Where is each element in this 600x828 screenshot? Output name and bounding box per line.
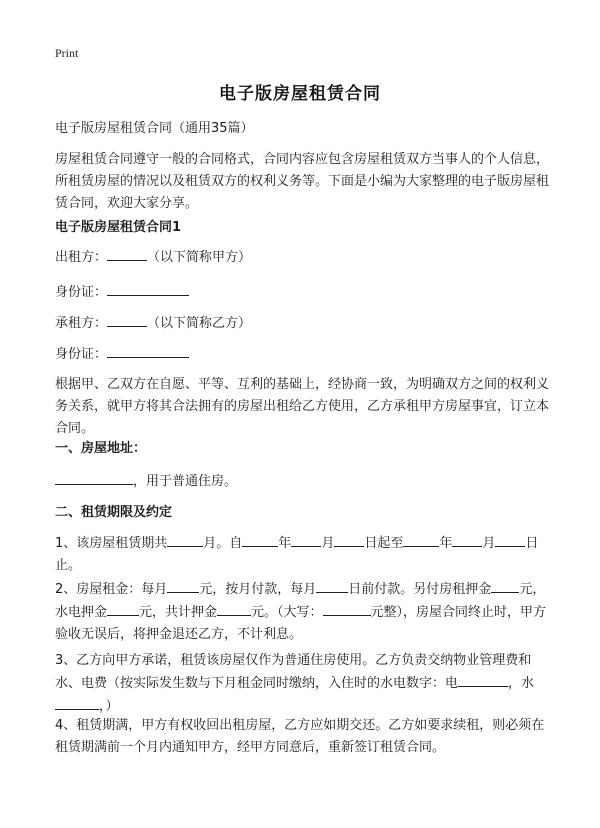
- lessor-line: [55, 246, 550, 269]
- item3-text-b: ，水: [508, 676, 535, 691]
- lessee-line: [55, 312, 550, 335]
- item3-text-c: ，）: [99, 699, 119, 714]
- preamble-paragraph: 根据甲、乙双方在自愿、平等、互利的基础上，经协商一致，为明确双方之间的权利义务关系，就甲方将其合法拥有的房屋出租给乙方使用，乙方承租甲方房屋事宜，订立本合同。: [55, 377, 550, 436]
- id2-line: [55, 343, 550, 366]
- item1-blank-end-day: [495, 532, 525, 547]
- id2-blank: [107, 343, 189, 358]
- item1-blank-end-month: [452, 532, 482, 547]
- item2-blank-rent: [167, 578, 199, 593]
- item1-blank-end-year: [403, 532, 439, 547]
- clause2-item1: [55, 532, 550, 577]
- lessor-label: 出租方：: [55, 250, 108, 265]
- address-blank: [55, 470, 133, 485]
- item1-text-f: 年: [439, 536, 453, 551]
- id1-blank: [107, 281, 189, 296]
- document-title: 电子版房屋租赁合同: [219, 84, 381, 104]
- lessor-suffix: （以下简称甲方）: [147, 250, 252, 265]
- lessee-blank: [107, 312, 147, 327]
- item2-text-c: 日前付款。另付房租押金: [348, 582, 492, 597]
- item2-blank-payday: [316, 578, 348, 593]
- item2-text-b: 元，按月付款，每月: [199, 582, 317, 597]
- lessor-blank: [107, 246, 147, 261]
- lessee-label: 承租方：: [55, 316, 108, 331]
- item1-blank-start-day: [334, 532, 364, 547]
- clause2-item4: 4、租赁期满，甲方有权收回出租房屋，乙方应如期交还。乙方如要求续租，则必须在租赁期满前一个月内通知甲方，经甲方同意后，重新签订租赁合同。: [55, 718, 545, 755]
- item1-text-c: 年: [278, 536, 292, 551]
- clause1-heading: 一、房屋地址：: [55, 441, 147, 456]
- clause2-heading: 二、租赁期限及约定: [55, 505, 173, 520]
- item1-text-a: 1、该房屋租赁期共: [55, 536, 168, 551]
- intro-paragraph: 房屋租赁合同遵守一般的合同格式，合同内容应包含房屋租赁双方当事人的个人信息，所租赁房屋的情况以及租赁双方的权利义务等。下面是小编为大家整理的电子版房屋租赁合同，欢迎大家分享。: [55, 152, 550, 211]
- id1-label: 身份证：: [55, 285, 108, 300]
- id2-label: 身份证：: [55, 347, 108, 362]
- item3-text-a: 3、乙方向甲方承诺，租赁该房屋仅作为普通住房使用。乙方负责交纳物业管理费和水、电费（按实际发生数与下月租金同时缴纳，入住时的水电数字：电: [55, 653, 532, 691]
- item2-text-a: 2、房屋租金：每月: [55, 582, 168, 597]
- item3-blank-water: [55, 695, 99, 710]
- item2-blank-total-deposit: [217, 601, 251, 616]
- item1-text-e: 日起至: [364, 536, 404, 551]
- item2-text-e: 元，共计押金: [139, 605, 218, 620]
- item1-text-d: 月: [321, 536, 335, 551]
- item1-blank-start-year: [242, 532, 278, 547]
- clause1-line: [55, 470, 550, 493]
- item2-text-d: 元，水电押金: [55, 582, 546, 620]
- item2-blank-rent-deposit: [491, 578, 519, 593]
- lessee-suffix: （以下简称乙方）: [147, 316, 252, 331]
- id1-line: [55, 281, 550, 304]
- item2-text-g: 元整），房屋合同终止时，甲方验收无误后，将押金退还乙方，不计利息。: [55, 605, 547, 642]
- item2-text-f: 元。（大写：: [251, 605, 323, 620]
- clause1-text: ，用于普通住房。: [133, 474, 238, 489]
- item1-blank-start-month: [291, 532, 321, 547]
- clause2-item2: [55, 578, 550, 646]
- item1-text-h: 日止。: [55, 536, 539, 573]
- section-heading: 电子版房屋租赁合同1: [55, 220, 182, 235]
- item1-text-g: 月: [482, 536, 496, 551]
- item1-blank-months: [167, 532, 203, 547]
- item1-text-b: 月。自: [203, 536, 243, 551]
- item2-blank-utility-deposit: [107, 601, 139, 616]
- clause2-item3: [55, 650, 550, 718]
- print-link[interactable]: Print: [55, 46, 79, 60]
- item2-blank-amount-words: [323, 601, 371, 616]
- subtitle: 电子版房屋租赁合同（通用35篇）: [55, 121, 254, 136]
- item3-blank-electric: [458, 672, 508, 687]
